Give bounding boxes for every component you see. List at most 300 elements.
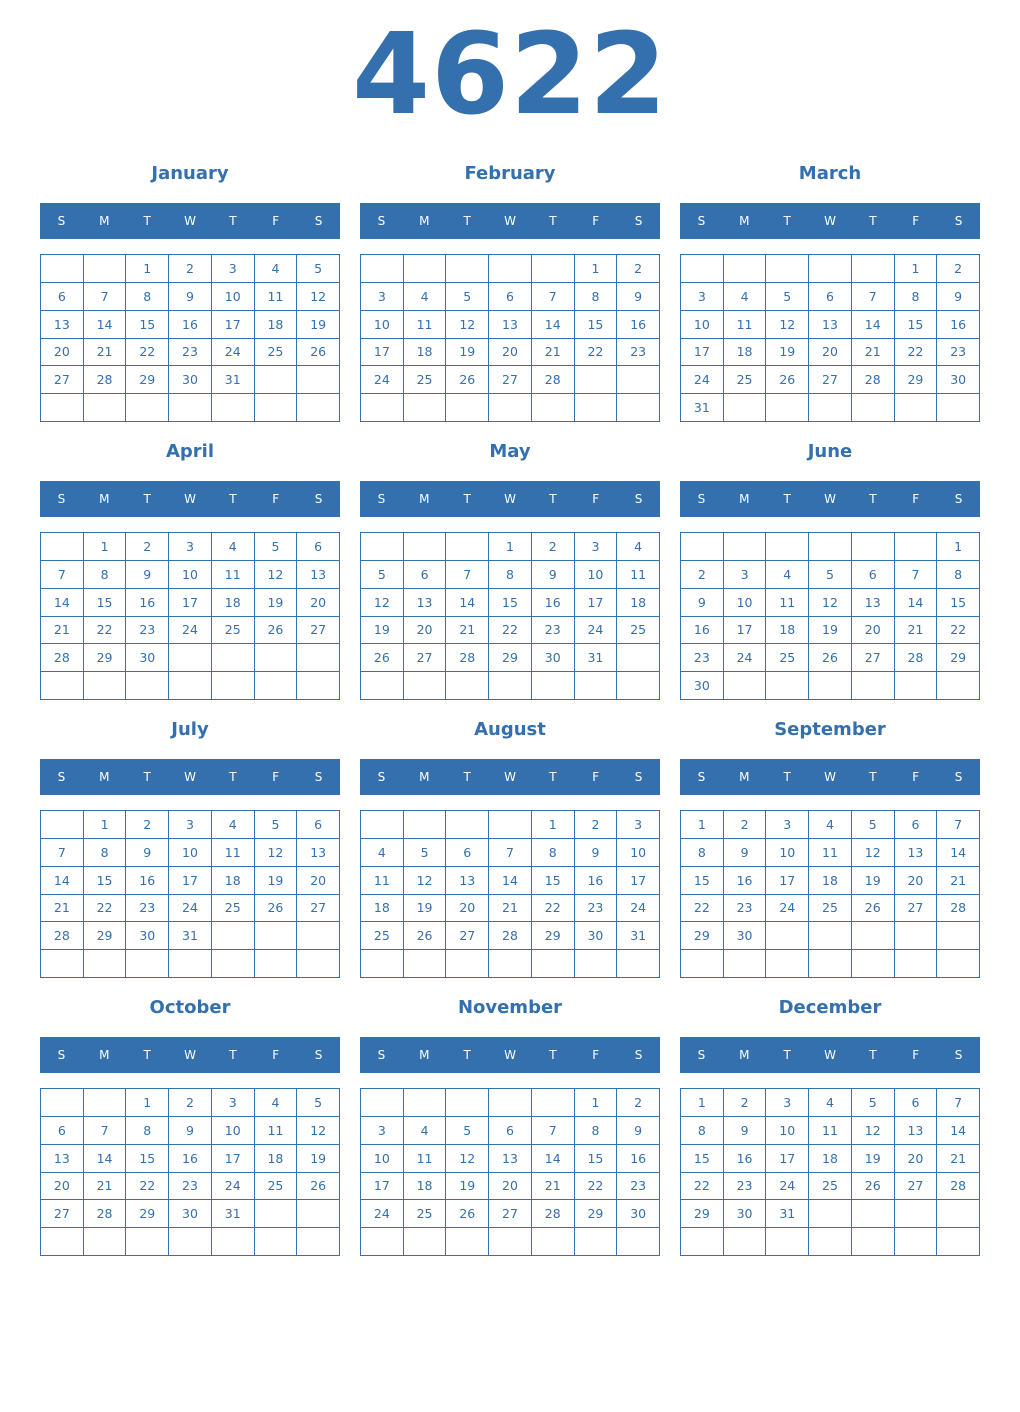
day-cell: 22: [532, 895, 575, 923]
day-cell: 6: [446, 839, 489, 867]
day-cell: 2: [724, 1089, 767, 1117]
day-cell: 6: [41, 1117, 84, 1145]
month-name: February: [464, 163, 556, 184]
empty-cell: [895, 394, 938, 422]
empty-cell: [766, 922, 809, 950]
weekday-label: S: [314, 492, 323, 506]
weekday-label: T: [869, 1048, 877, 1062]
day-cell: 18: [809, 867, 852, 895]
day-cell: 4: [809, 811, 852, 839]
empty-cell: [617, 394, 660, 422]
month-name: December: [778, 997, 882, 1018]
day-cell: 22: [575, 1173, 618, 1201]
day-cell: 30: [617, 1200, 660, 1228]
day-cell: 26: [809, 644, 852, 672]
weekday-label: S: [697, 1048, 706, 1062]
day-cell: 25: [809, 895, 852, 923]
empty-cell: [84, 394, 127, 422]
weekday-label: S: [314, 214, 323, 228]
day-cell: 13: [41, 311, 84, 339]
day-grid: [680, 810, 980, 978]
empty-cell: [766, 1228, 809, 1256]
day-cell: 14: [852, 311, 895, 339]
day-cell: 7: [41, 561, 84, 589]
weekday-label: T: [869, 492, 877, 506]
day-cell: 29: [681, 922, 724, 950]
day-cell: 14: [84, 311, 127, 339]
day-cell: 22: [84, 895, 127, 923]
day-cell: 20: [895, 1145, 938, 1173]
day-cell: 1: [126, 1089, 169, 1117]
day-cell: 23: [724, 895, 767, 923]
day-cell: 22: [937, 617, 980, 645]
empty-cell: [895, 672, 938, 700]
empty-cell: [852, 1200, 895, 1228]
day-cell: 12: [255, 839, 298, 867]
empty-cell: [446, 255, 489, 283]
day-cell: 26: [255, 617, 298, 645]
day-cell: 9: [724, 1117, 767, 1145]
day-cell: 28: [532, 366, 575, 394]
day-cell: 5: [446, 283, 489, 311]
day-cell: 25: [212, 617, 255, 645]
empty-cell: [681, 950, 724, 978]
day-cell: 12: [361, 589, 404, 617]
empty-cell: [617, 672, 660, 700]
day-cell: 2: [724, 811, 767, 839]
empty-cell: [532, 255, 575, 283]
weekday-label: S: [57, 1048, 66, 1062]
weekday-label: M: [419, 770, 430, 784]
empty-cell: [809, 255, 852, 283]
day-cell: 6: [297, 811, 340, 839]
empty-cell: [724, 672, 767, 700]
day-grid: [40, 1088, 340, 1256]
day-cell: 22: [681, 1173, 724, 1201]
weekday-label: F: [272, 1048, 280, 1062]
empty-cell: [532, 672, 575, 700]
empty-cell: [41, 672, 84, 700]
day-cell: 20: [852, 617, 895, 645]
weekday-label: W: [824, 492, 836, 506]
day-cell: 3: [766, 1089, 809, 1117]
day-cell: 4: [255, 255, 298, 283]
day-cell: 15: [895, 311, 938, 339]
day-cell: 3: [766, 811, 809, 839]
day-cell: 24: [212, 1173, 255, 1201]
weekday-header: [40, 203, 340, 239]
empty-cell: [937, 672, 980, 700]
day-cell: 13: [297, 561, 340, 589]
day-cell: 15: [489, 589, 532, 617]
day-cell: 20: [489, 339, 532, 367]
day-cell: 24: [361, 366, 404, 394]
weekday-label: S: [697, 214, 706, 228]
day-cell: 12: [255, 561, 298, 589]
weekday-label: S: [314, 1048, 323, 1062]
day-cell: 9: [532, 561, 575, 589]
day-cell: 27: [446, 922, 489, 950]
month-name: May: [489, 441, 531, 462]
empty-cell: [446, 811, 489, 839]
day-cell: 26: [361, 644, 404, 672]
empty-cell: [361, 950, 404, 978]
day-cell: 4: [617, 533, 660, 561]
day-cell: 5: [852, 1089, 895, 1117]
day-cell: 17: [575, 589, 618, 617]
weekday-label: T: [549, 770, 557, 784]
day-cell: 15: [532, 867, 575, 895]
weekday-label: F: [592, 1048, 600, 1062]
day-cell: 31: [681, 394, 724, 422]
day-cell: 18: [766, 617, 809, 645]
day-cell: 9: [681, 589, 724, 617]
weekday-label: T: [783, 1048, 791, 1062]
day-cell: 15: [84, 867, 127, 895]
day-cell: 19: [404, 895, 447, 923]
empty-cell: [212, 922, 255, 950]
empty-cell: [852, 672, 895, 700]
weekday-label: W: [824, 1048, 836, 1062]
weekday-label: S: [377, 214, 386, 228]
day-cell: 21: [532, 339, 575, 367]
day-cell: 1: [126, 255, 169, 283]
day-cell: 9: [126, 839, 169, 867]
day-cell: 7: [489, 839, 532, 867]
day-cell: 16: [532, 589, 575, 617]
day-cell: 22: [489, 617, 532, 645]
day-cell: 13: [895, 839, 938, 867]
empty-cell: [297, 922, 340, 950]
day-cell: 21: [937, 867, 980, 895]
weekday-label: S: [697, 770, 706, 784]
empty-cell: [361, 1089, 404, 1117]
day-cell: 14: [532, 311, 575, 339]
day-cell: 22: [895, 339, 938, 367]
empty-cell: [809, 1228, 852, 1256]
day-cell: 7: [937, 1089, 980, 1117]
empty-cell: [681, 255, 724, 283]
empty-cell: [404, 533, 447, 561]
day-cell: 19: [852, 1145, 895, 1173]
empty-cell: [212, 950, 255, 978]
empty-cell: [169, 394, 212, 422]
weekday-label: T: [549, 492, 557, 506]
day-cell: 22: [681, 895, 724, 923]
day-grid: [360, 810, 660, 978]
weekday-label: S: [377, 492, 386, 506]
day-cell: 29: [84, 922, 127, 950]
day-cell: 1: [84, 811, 127, 839]
empty-cell: [895, 950, 938, 978]
day-cell: 2: [617, 255, 660, 283]
weekday-label: T: [869, 770, 877, 784]
empty-cell: [895, 1228, 938, 1256]
empty-cell: [169, 644, 212, 672]
empty-cell: [766, 533, 809, 561]
day-cell: 20: [809, 339, 852, 367]
day-grid: [40, 532, 340, 700]
weekday-label: T: [143, 214, 151, 228]
day-cell: 26: [766, 366, 809, 394]
day-cell: 15: [575, 311, 618, 339]
day-grid: [40, 254, 340, 422]
empty-cell: [297, 1200, 340, 1228]
empty-cell: [169, 672, 212, 700]
day-cell: 18: [617, 589, 660, 617]
day-cell: 20: [404, 617, 447, 645]
empty-cell: [41, 394, 84, 422]
day-cell: 31: [212, 366, 255, 394]
day-cell: 20: [489, 1173, 532, 1201]
weekday-label: M: [99, 492, 110, 506]
day-cell: 1: [937, 533, 980, 561]
empty-cell: [212, 1228, 255, 1256]
day-cell: 29: [895, 366, 938, 394]
weekday-header: [40, 759, 340, 795]
year-title: 4622: [352, 10, 668, 140]
empty-cell: [255, 1200, 298, 1228]
day-cell: 26: [852, 895, 895, 923]
day-cell: 17: [766, 1145, 809, 1173]
day-cell: 29: [532, 922, 575, 950]
day-cell: 11: [212, 561, 255, 589]
weekday-label: F: [912, 770, 920, 784]
day-cell: 22: [126, 1173, 169, 1201]
day-cell: 8: [937, 561, 980, 589]
empty-cell: [297, 394, 340, 422]
empty-cell: [575, 672, 618, 700]
day-cell: 8: [126, 283, 169, 311]
day-cell: 18: [404, 339, 447, 367]
day-cell: 14: [895, 589, 938, 617]
day-cell: 24: [617, 895, 660, 923]
day-cell: 14: [84, 1145, 127, 1173]
day-cell: 5: [297, 1089, 340, 1117]
day-cell: 26: [852, 1173, 895, 1201]
empty-cell: [361, 1228, 404, 1256]
empty-cell: [895, 1200, 938, 1228]
day-cell: 28: [41, 644, 84, 672]
empty-cell: [724, 394, 767, 422]
day-cell: 15: [84, 589, 127, 617]
day-cell: 16: [126, 589, 169, 617]
day-cell: 24: [766, 895, 809, 923]
day-cell: 24: [361, 1200, 404, 1228]
day-cell: 5: [255, 811, 298, 839]
day-cell: 5: [809, 561, 852, 589]
day-cell: 1: [895, 255, 938, 283]
day-cell: 15: [126, 311, 169, 339]
day-cell: 18: [404, 1173, 447, 1201]
empty-cell: [255, 922, 298, 950]
empty-cell: [446, 672, 489, 700]
weekday-label: S: [634, 492, 643, 506]
empty-cell: [575, 1228, 618, 1256]
day-cell: 3: [681, 283, 724, 311]
day-cell: 5: [297, 255, 340, 283]
day-cell: 12: [809, 589, 852, 617]
day-cell: 30: [724, 922, 767, 950]
day-cell: 4: [766, 561, 809, 589]
weekday-label: F: [272, 492, 280, 506]
weekday-label: S: [377, 1048, 386, 1062]
empty-cell: [617, 366, 660, 394]
empty-cell: [84, 950, 127, 978]
weekday-label: W: [184, 770, 196, 784]
weekday-label: F: [592, 770, 600, 784]
day-cell: 27: [297, 895, 340, 923]
day-cell: 4: [212, 533, 255, 561]
empty-cell: [937, 950, 980, 978]
weekday-label: T: [783, 492, 791, 506]
empty-cell: [41, 255, 84, 283]
weekday-label: T: [229, 1048, 237, 1062]
day-cell: 30: [681, 672, 724, 700]
weekday-label: M: [419, 492, 430, 506]
day-cell: 23: [617, 1173, 660, 1201]
day-cell: 12: [404, 867, 447, 895]
day-cell: 17: [169, 867, 212, 895]
empty-cell: [532, 950, 575, 978]
day-cell: 20: [297, 867, 340, 895]
empty-cell: [126, 1228, 169, 1256]
day-cell: 14: [937, 839, 980, 867]
weekday-label: T: [549, 1048, 557, 1062]
day-cell: 24: [169, 895, 212, 923]
day-cell: 31: [169, 922, 212, 950]
day-cell: 29: [937, 644, 980, 672]
day-cell: 23: [169, 339, 212, 367]
empty-cell: [617, 950, 660, 978]
day-cell: 16: [169, 1145, 212, 1173]
weekday-label: T: [463, 1048, 471, 1062]
day-cell: 13: [852, 589, 895, 617]
day-cell: 6: [404, 561, 447, 589]
day-cell: 1: [681, 811, 724, 839]
day-cell: 5: [446, 1117, 489, 1145]
day-cell: 9: [617, 283, 660, 311]
day-cell: 25: [361, 922, 404, 950]
day-cell: 14: [937, 1117, 980, 1145]
empty-cell: [297, 950, 340, 978]
empty-cell: [41, 950, 84, 978]
empty-cell: [617, 644, 660, 672]
weekday-label: T: [549, 214, 557, 228]
day-cell: 31: [212, 1200, 255, 1228]
day-cell: 25: [255, 1173, 298, 1201]
empty-cell: [41, 811, 84, 839]
month-name: October: [149, 997, 231, 1018]
empty-cell: [361, 672, 404, 700]
day-cell: 17: [681, 339, 724, 367]
day-cell: 7: [895, 561, 938, 589]
weekday-label: T: [463, 492, 471, 506]
day-cell: 13: [489, 311, 532, 339]
empty-cell: [446, 1089, 489, 1117]
day-grid: [680, 254, 980, 422]
day-cell: 31: [575, 644, 618, 672]
weekday-header: [360, 759, 660, 795]
weekday-label: S: [377, 770, 386, 784]
day-cell: 30: [532, 644, 575, 672]
weekday-label: W: [184, 492, 196, 506]
month-name: April: [165, 441, 215, 462]
day-cell: 4: [212, 811, 255, 839]
empty-cell: [937, 394, 980, 422]
day-cell: 19: [255, 867, 298, 895]
empty-cell: [361, 811, 404, 839]
empty-cell: [724, 533, 767, 561]
day-cell: 16: [681, 617, 724, 645]
day-cell: 27: [297, 617, 340, 645]
empty-cell: [809, 1200, 852, 1228]
day-cell: 29: [681, 1200, 724, 1228]
day-cell: 15: [681, 1145, 724, 1173]
weekday-label: S: [57, 770, 66, 784]
day-cell: 25: [766, 644, 809, 672]
day-cell: 24: [724, 644, 767, 672]
weekday-label: S: [954, 492, 963, 506]
day-cell: 3: [212, 255, 255, 283]
empty-cell: [255, 950, 298, 978]
day-cell: 6: [895, 1089, 938, 1117]
day-cell: 22: [575, 339, 618, 367]
weekday-label: M: [739, 770, 750, 784]
day-cell: 21: [41, 617, 84, 645]
empty-cell: [532, 1228, 575, 1256]
day-cell: 17: [361, 339, 404, 367]
day-cell: 13: [297, 839, 340, 867]
day-grid: [360, 254, 660, 422]
day-cell: 12: [852, 1117, 895, 1145]
weekday-label: F: [272, 770, 280, 784]
empty-cell: [575, 950, 618, 978]
weekday-label: T: [783, 214, 791, 228]
day-cell: 19: [255, 589, 298, 617]
day-cell: 25: [617, 617, 660, 645]
day-cell: 2: [169, 255, 212, 283]
day-cell: 29: [126, 366, 169, 394]
day-cell: 4: [404, 283, 447, 311]
month-name: August: [474, 719, 546, 740]
day-cell: 5: [766, 283, 809, 311]
day-cell: 9: [169, 1117, 212, 1145]
day-cell: 24: [575, 617, 618, 645]
day-cell: 7: [937, 811, 980, 839]
day-cell: 10: [212, 283, 255, 311]
day-cell: 21: [84, 1173, 127, 1201]
day-cell: 28: [446, 644, 489, 672]
day-cell: 15: [575, 1145, 618, 1173]
day-cell: 1: [489, 533, 532, 561]
month-name: July: [171, 719, 209, 740]
day-cell: 31: [766, 1200, 809, 1228]
day-cell: 29: [84, 644, 127, 672]
day-cell: 23: [724, 1173, 767, 1201]
empty-cell: [724, 1228, 767, 1256]
day-cell: 9: [937, 283, 980, 311]
day-cell: 12: [852, 839, 895, 867]
empty-cell: [681, 533, 724, 561]
day-cell: 30: [126, 922, 169, 950]
weekday-label: F: [592, 214, 600, 228]
month-name: June: [807, 441, 853, 462]
empty-cell: [84, 672, 127, 700]
empty-cell: [212, 672, 255, 700]
day-cell: 20: [446, 895, 489, 923]
day-cell: 21: [84, 339, 127, 367]
